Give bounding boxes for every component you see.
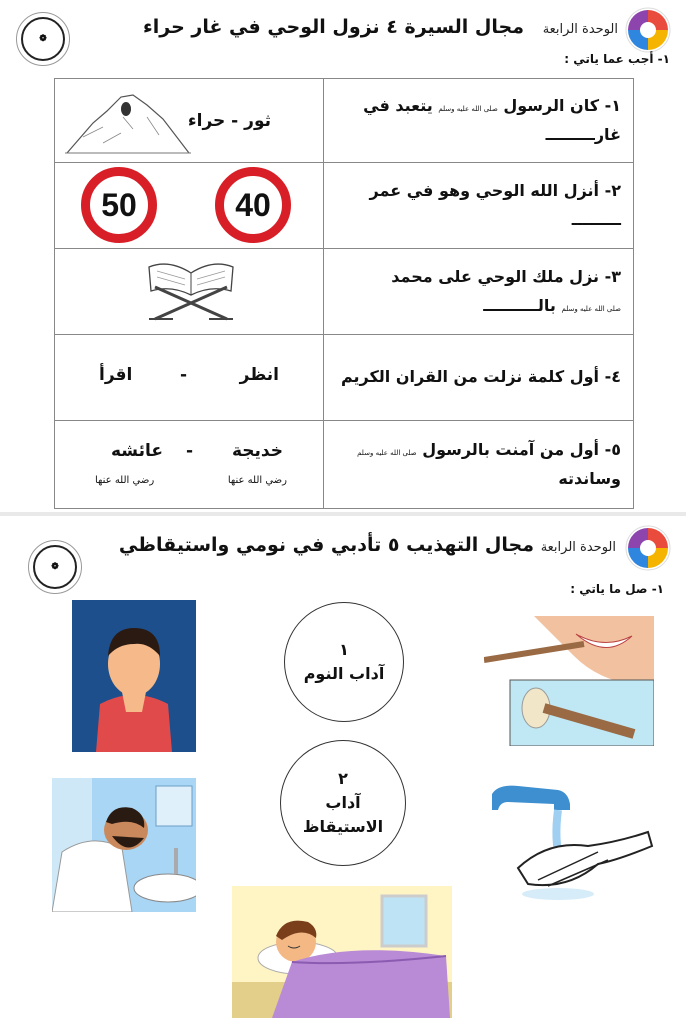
unit-logo-icon: [624, 6, 672, 54]
mountain-cave-icon: [63, 87, 193, 157]
miswak-brushing-image: [484, 616, 654, 746]
table-row: [55, 163, 634, 249]
answer-blank[interactable]: ـــــــــ: [483, 295, 533, 315]
circle-sleep-manners[interactable]: [284, 602, 404, 722]
unit-logo-icon: [624, 524, 672, 572]
circle-label: آداب: [325, 793, 361, 812]
man-washing-face-image: [52, 778, 196, 912]
answer-2: [55, 163, 324, 249]
circle-waking-manners[interactable]: [280, 740, 406, 866]
answer-choices: ثور - حراء: [187, 111, 271, 131]
circle-number: ١: [339, 640, 349, 659]
table-row: [55, 335, 634, 421]
calligraphy-logo-icon: ❁: [28, 540, 82, 594]
question-5: ٥- أول من آمنت بالرسول صلى الله عليه وسلم وساندته: [324, 421, 634, 509]
page-title: مجال التهذيب ٥ تأدبي في نومي واستيقاظي: [118, 534, 534, 556]
answer-separator: -: [179, 365, 187, 385]
hand-washing-image: [488, 780, 654, 904]
answer-4: [55, 335, 324, 421]
answer-1: [55, 79, 324, 163]
circle-label-2: الاستيقاظ: [302, 817, 384, 836]
instruction: ١- صل ما ياتي :: [570, 582, 664, 596]
instruction: ١- أجب عما ياتي :: [564, 52, 670, 66]
speed-sign-40: 40: [215, 167, 291, 243]
question-4: ٤- أول كلمة نزلت من القران الكريم: [324, 335, 634, 421]
answer-3: [55, 249, 324, 335]
answer-option-2: اقرأ: [99, 365, 133, 385]
sleeping-child-image: [232, 886, 452, 1018]
table-row: [55, 249, 634, 335]
answer-sub-2: رضي الله عنها: [95, 475, 155, 486]
circle-label: آداب النوم: [303, 664, 385, 683]
boy-standing-image: [72, 600, 196, 752]
page-title: مجال السيرة ٤ نزول الوحي في غار حراء: [143, 16, 524, 38]
table-row: [55, 421, 634, 509]
answer-option-1: انظر: [239, 365, 279, 385]
answer-option-2: عائشه: [111, 441, 163, 461]
circle-number: ٢: [338, 769, 348, 788]
answer-sub-1: رضي الله عنها: [227, 475, 287, 486]
answer-blank[interactable]: ـــــــــ: [571, 209, 621, 229]
answer-separator: -: [185, 441, 193, 461]
questions-table: [54, 78, 634, 509]
table-row: [55, 79, 634, 163]
speed-sign-50: 50: [81, 167, 157, 243]
calligraphy-logo-icon: ❁: [16, 12, 70, 66]
unit-label: الوحدة الرابعة: [540, 540, 616, 555]
answer-blank[interactable]: ـــــــــ: [545, 124, 595, 144]
answer-option-1: خديجة: [231, 441, 283, 461]
question-1: ١- كان الرسول صلى الله عليه وسلم يتعبد في غارـــــــــ: [324, 79, 634, 163]
quran-stand-icon: [139, 257, 243, 325]
unit-label: الوحدة الرابعة: [542, 22, 618, 37]
question-2: ٢- أنزل الله الوحي وهو في عمر ـــــــــ: [324, 163, 634, 249]
answer-5: [55, 421, 324, 509]
question-3: ٣- نزل ملك الوحي على محمد صلى الله عليه وسلم بالــــــــــ: [324, 249, 634, 335]
worksheet-manners: [0, 516, 686, 1024]
